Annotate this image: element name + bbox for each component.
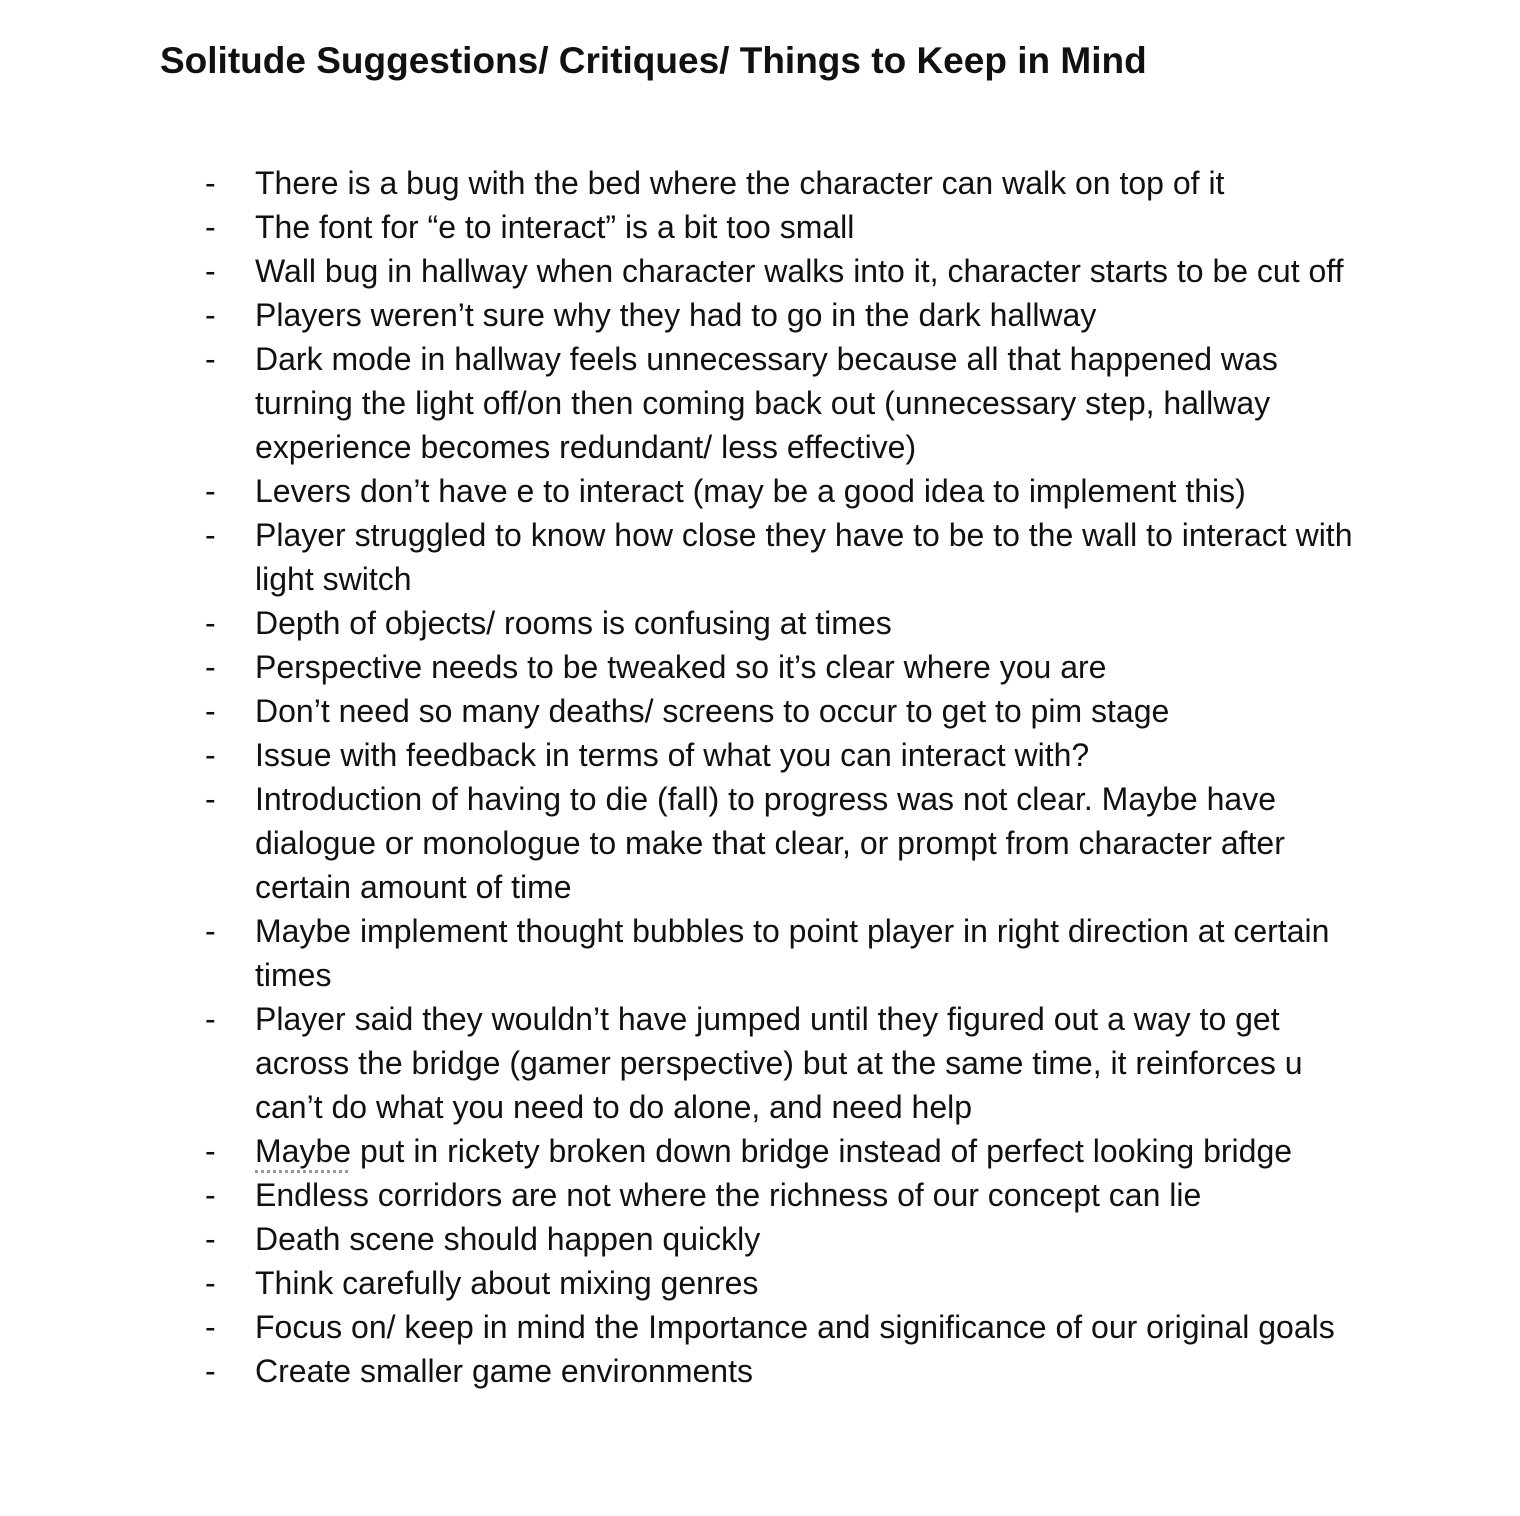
bullet-dash: - (205, 165, 216, 201)
list-item-text: Don’t need so many deaths/ screens to occur to get to pim stage (255, 693, 1170, 729)
bullet-dash: - (205, 209, 216, 245)
bullet-dash: - (205, 1221, 216, 1257)
list-item (205, 997, 1365, 1129)
list-item-text: Introduction of having to die (fall) to progress was not clear. Maybe have dialogue or monologue to make that clear, or prompt from character after certain amount of time (255, 781, 1285, 905)
list-item-text: Player struggled to know how close they have to be to the wall to interact with light switch (255, 517, 1353, 597)
bullet-dash: - (205, 649, 216, 685)
list-item (205, 1261, 1365, 1305)
list-item-text: Death scene should happen quickly (255, 1221, 761, 1257)
list-item (205, 1305, 1365, 1349)
bullet-dash: - (205, 605, 216, 641)
list-item-text: Maybe implement thought bubbles to point player in right direction at certain times (255, 913, 1330, 993)
bullet-dash: - (205, 1001, 216, 1037)
list-item-text: Levers don’t have e to interact (may be a good idea to implement this) (255, 473, 1246, 509)
bullet-dash: - (205, 253, 216, 289)
bullet-dash: - (205, 913, 216, 949)
bullet-dash: - (205, 693, 216, 729)
list-item (205, 1349, 1365, 1393)
bullet-dash: - (205, 341, 216, 377)
critique-list (205, 161, 1365, 1393)
list-item-text: Think carefully about mixing genres (255, 1265, 759, 1301)
list-item (205, 1173, 1365, 1217)
bullet-dash: - (205, 297, 216, 333)
list-item (205, 645, 1365, 689)
list-item-text: Wall bug in hallway when character walks into it, character starts to be cut off (255, 253, 1344, 289)
bullet-dash: - (205, 737, 216, 773)
bullet-dash: - (205, 473, 216, 509)
bullet-dash: - (205, 1133, 216, 1169)
list-item (205, 601, 1365, 645)
list-item (205, 689, 1365, 733)
list-item-text: Depth of objects/ rooms is confusing at times (255, 605, 892, 641)
list-item (205, 513, 1365, 601)
list-item-text: Endless corridors are not where the richness of our concept can lie (255, 1177, 1202, 1213)
bullet-dash: - (205, 781, 216, 817)
list-item (205, 733, 1365, 777)
list-item-text: Perspective needs to be tweaked so it’s clear where you are (255, 649, 1107, 685)
list-item (205, 161, 1365, 205)
list-item-text: Player said they wouldn’t have jumped until they figured out a way to get across the bridge (gamer perspective) but at the same time, it reinforces u can’t do what you need to do alone, and need help (255, 1001, 1303, 1125)
list-item (205, 469, 1365, 513)
list-item (205, 909, 1365, 997)
list-item (205, 1217, 1365, 1261)
list-item-text-rest: put in rickety broken down bridge instead of perfect looking bridge (351, 1133, 1293, 1169)
list-item (205, 293, 1365, 337)
list-item-text: Create smaller game environments (255, 1353, 753, 1389)
list-item-text: The font for “e to interact” is a bit too small (255, 209, 855, 245)
list-item-text: Issue with feedback in terms of what you can interact with? (255, 737, 1090, 773)
spellcheck-underlined-word[interactable]: Maybe (255, 1133, 352, 1169)
bullet-dash: - (205, 517, 216, 553)
list-item (205, 337, 1365, 469)
list-item (205, 205, 1365, 249)
bullet-dash: - (205, 1309, 216, 1345)
list-item-text: Focus on/ keep in mind the Importance and significance of our original goals (255, 1309, 1335, 1345)
list-item (205, 1129, 1365, 1173)
list-item-text: Dark mode in hallway feels unnecessary because all that happened was turning the light off/on then coming back out (unnecessary step, hallway experience becomes redundant/ less effective) (255, 341, 1278, 465)
bullet-dash: - (205, 1177, 216, 1213)
list-item (205, 777, 1365, 909)
list-item (205, 249, 1365, 293)
document-title: Solitude Suggestions/ Critiques/ Things to Keep in Mind (160, 40, 1147, 81)
list-item-text (255, 1129, 1365, 1173)
list-item-text: There is a bug with the bed where the character can walk on top of it (255, 165, 1225, 201)
bullet-dash: - (205, 1353, 216, 1389)
list-item-text: Players weren’t sure why they had to go in the dark hallway (255, 297, 1097, 333)
bullet-dash: - (205, 1265, 216, 1301)
